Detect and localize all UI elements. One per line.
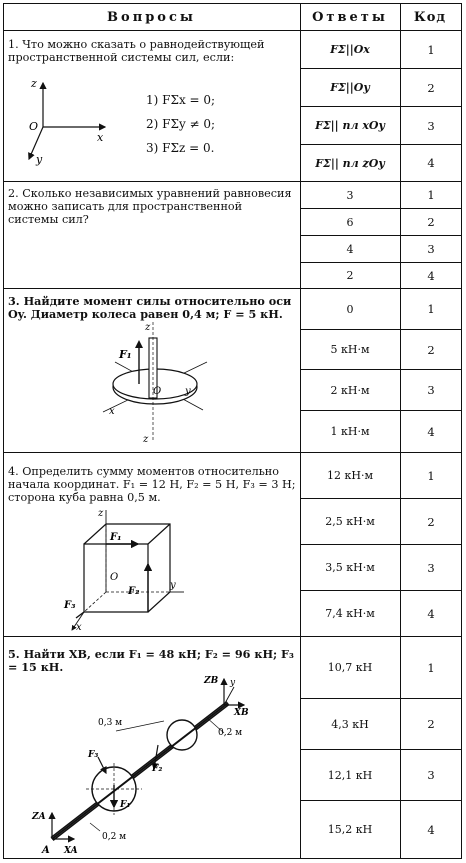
q2-answer-2: 6 [346, 215, 354, 229]
q1-axis-x: x [97, 131, 104, 144]
q3-label-z-top: z [145, 322, 151, 333]
q4-label-z: z [98, 508, 104, 519]
q2-code-3: 3 [427, 242, 435, 256]
q1-condition-2: 2) FΣy ≠ 0; [146, 117, 216, 131]
q4-answer-2: 2,5 кН·м [325, 515, 375, 528]
q5-label-za: ZA [32, 812, 46, 822]
q3-answer-3: 2 кН·м [330, 383, 370, 397]
q4-label-f1: F₁ [110, 532, 122, 543]
q5-label-f2: F₂ [152, 764, 163, 774]
q5-answer-1: 10,7 кН [327, 661, 373, 674]
q3-answer-2: 5 кН·м [330, 343, 370, 356]
q5-label-f1: F₁ [120, 800, 131, 810]
q1-code-1: 1 [427, 42, 435, 57]
q5-label-a: A [42, 845, 50, 856]
q5-answer-2: 4,3 кН [331, 717, 369, 731]
q1-answer-3: FΣ|| пл xOy [315, 119, 385, 132]
q3-label-x: x [109, 406, 115, 417]
q1-condition-1: 1) FΣx = 0; [146, 93, 216, 107]
header-answers: Ответы [312, 9, 388, 25]
q2-code-2: 2 [427, 215, 435, 229]
q1-code-4: 4 [427, 156, 435, 170]
q1-answer-2: FΣ||Oy [330, 81, 370, 94]
q5-code-3: 3 [427, 768, 435, 782]
q5-label-f3: F₃ [88, 750, 99, 760]
q2-answer-4: 2 [346, 269, 354, 282]
q2-code-4: 4 [427, 268, 435, 283]
header-questions: Вопросы [107, 9, 196, 25]
question-1-text: 1. Что можно сказать о равнодействующей пространственной системы сил, если: [8, 38, 265, 64]
q5-label-d3: 0,2 м [102, 832, 127, 842]
col-divider-answers [300, 3, 301, 859]
q4-code-1: 1 [427, 468, 435, 483]
q2-code-1: 1 [427, 188, 435, 202]
q4-code-4: 4 [427, 606, 435, 621]
q3-code-1: 1 [427, 302, 435, 316]
q4-answer-4: 7,4 кН·м [325, 607, 375, 620]
q5-label-xb: XB [234, 708, 249, 718]
q1-axis-y: y [36, 153, 43, 166]
q4-code-2: 2 [427, 514, 435, 529]
q3-code-2: 2 [427, 342, 435, 357]
q3-code-4: 4 [427, 424, 435, 439]
q3-code-3: 3 [427, 383, 435, 397]
q5-code-4: 4 [427, 822, 435, 837]
q3-label-f1: F₁ [119, 348, 132, 361]
q2-answer-1: 3 [346, 188, 354, 202]
q5-label-xa: XA [64, 846, 78, 856]
q4-cube-diagram [62, 506, 192, 634]
q3-label-y: y [185, 386, 191, 397]
q1-origin: O [29, 120, 39, 133]
q1-axes-diagram [25, 75, 120, 170]
question-3-text: 3. Найдите момент силы относительно оси Oy. Диаметр колеса равен 0,4 м; F = 5 кН. [8, 294, 292, 321]
q5-shaft-diagram [28, 673, 268, 858]
q5-code-2: 2 [427, 717, 435, 731]
q5-label-zb: ZB [204, 676, 219, 686]
q5-answer-4: 15,2 кН [327, 823, 373, 836]
question-4-text: 4. Определить сумму моментов относительно начала координат. F₁ = 12 Н, F₂ = 5 Н, F₃ = 3 Н; сторона куба равна 0,5 м. [8, 465, 296, 504]
q3-answer-4: 1 кН·м [330, 425, 370, 438]
q1-code-2: 2 [427, 80, 435, 95]
q4-label-x: x [76, 622, 82, 633]
q1-answer-4: FΣ|| пл zOy [315, 156, 385, 170]
q5-answer-3: 12,1 кН [327, 768, 373, 782]
header-code: Код [413, 9, 447, 25]
q3-answer-1: 0 [346, 302, 354, 316]
question-2-text: 2. Сколько независимых уравнений равновесия можно записать для пространственной системы сил? [8, 187, 292, 226]
q4-label-f3: F₃ [64, 600, 76, 611]
q4-answer-1: 12 кН·м [326, 469, 373, 482]
q4-label-f2: F₂ [128, 586, 140, 597]
q1-answer-1: FΣ||Ox [330, 43, 370, 56]
q1-condition-3: 3) FΣz = 0. [146, 141, 215, 155]
q4-answer-3: 3,5 кН·м [325, 561, 375, 574]
q3-label-z-bottom: z [143, 434, 149, 445]
q4-code-3: 3 [427, 560, 435, 575]
q1-axis-z: z [31, 77, 37, 90]
q4-label-y: y [170, 580, 176, 591]
q5-label-d2: 0,2 м [218, 728, 243, 738]
q1-code-3: 3 [427, 118, 435, 133]
q3-label-o: O [153, 386, 162, 397]
q5-label-y: y [230, 678, 236, 688]
q5-code-1: 1 [427, 660, 435, 675]
question-5-text: 5. Найти XB, если F₁ = 48 кН; F₂ = 96 кН; F₃ = 15 кН. [8, 647, 294, 674]
q3-wheel-diagram [95, 322, 220, 447]
q2-answer-3: 4 [346, 242, 354, 256]
q4-label-o: O [110, 572, 119, 583]
q5-label-d1: 0,3 м [98, 718, 123, 728]
